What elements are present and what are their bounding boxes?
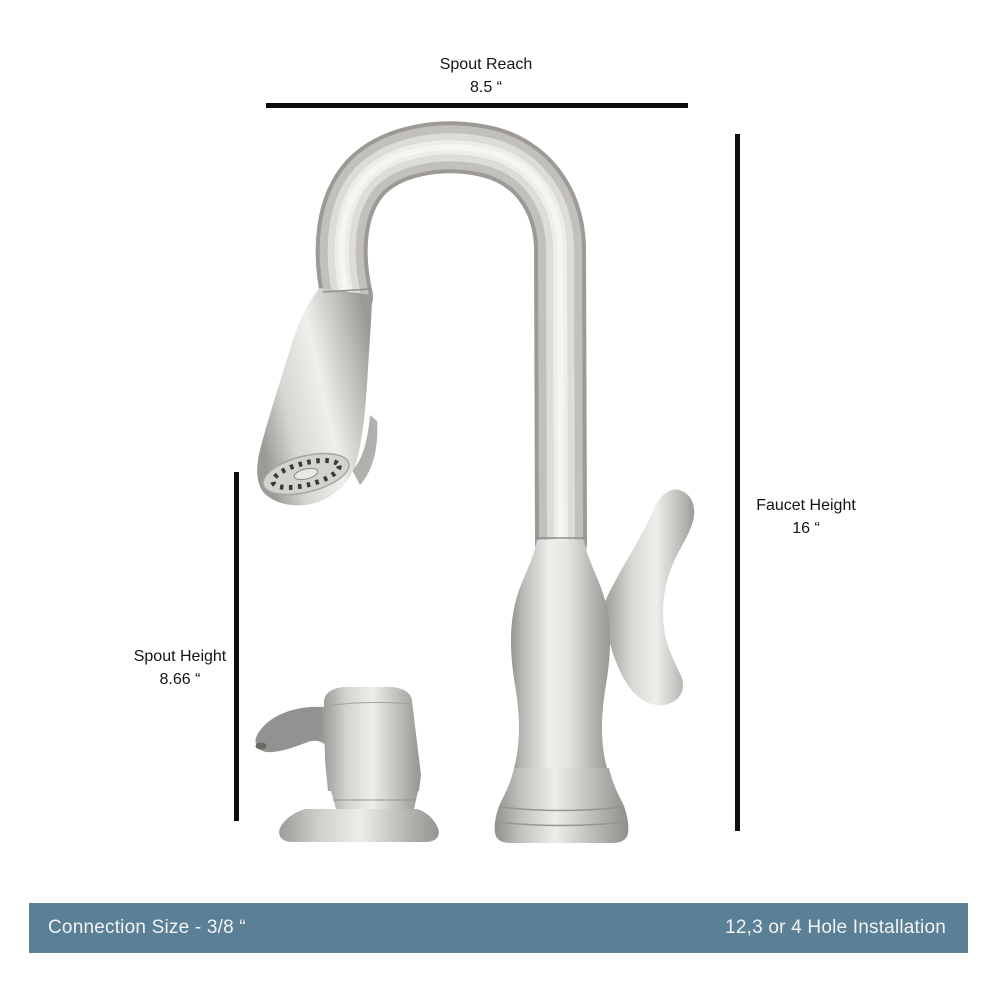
soap-dispenser-base (279, 809, 439, 842)
spec-footer-bar (29, 903, 968, 953)
faucet-height-value: 16 “ (792, 520, 820, 537)
sprayer-head (257, 288, 377, 505)
faucet-height-label (706, 494, 906, 540)
spout-height-label (80, 645, 280, 691)
soap-dispenser-spout (256, 707, 333, 757)
spout-height-title: Spout Height (133, 648, 227, 665)
hole-installation-text: 12,3 or 4 Hole Installation (725, 917, 946, 938)
faucet-handle (604, 490, 694, 706)
spout-height-value: 8.66 “ (159, 671, 201, 688)
soap-dispenser (256, 687, 439, 842)
connection-size-text: Connection Size - 3/8 “ (48, 917, 246, 938)
faucet-height-dimension-line (735, 134, 740, 831)
spout-reach-dimension-line (266, 103, 688, 108)
spout-reach-value: 8.5 “ (469, 79, 502, 96)
faucet-body (511, 540, 610, 768)
faucet-base (495, 768, 629, 843)
spout-reach-title: Spout Reach (439, 56, 533, 73)
faucet-gooseneck-spout (342, 147, 561, 543)
faucet-height-title: Faucet Height (756, 497, 856, 514)
soap-dispenser-collar (331, 791, 418, 809)
spout-reach-label (336, 53, 636, 99)
